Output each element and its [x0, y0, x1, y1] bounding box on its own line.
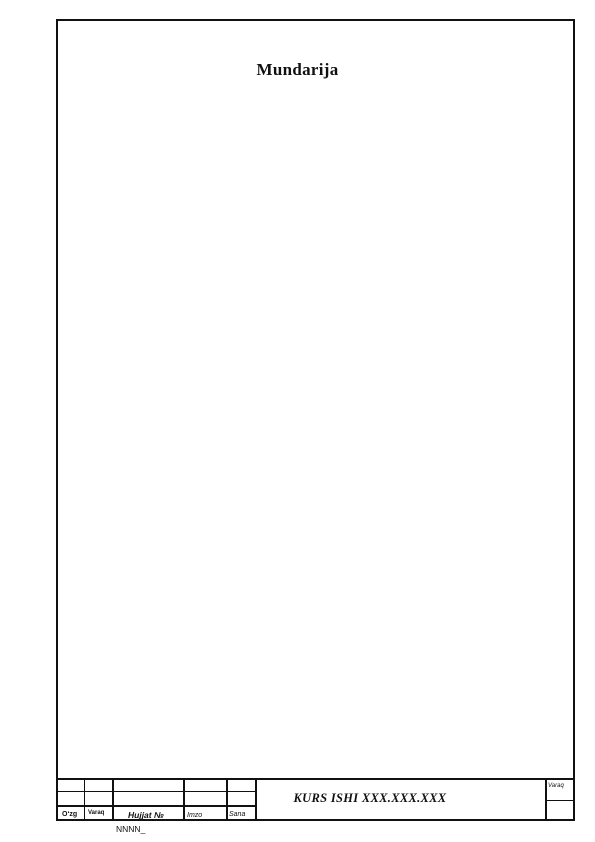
- stamp-varaq-right: Varaq: [548, 783, 564, 789]
- stamp-varaq: Varaq: [88, 810, 105, 816]
- stamp-ozg: O‘zg: [62, 811, 78, 818]
- stamp-sana: Sana: [229, 811, 246, 818]
- stamp-imzo: Imzo: [187, 812, 203, 819]
- page-frame: [56, 19, 575, 821]
- stamp-hujjat: Hujjat №: [128, 810, 164, 820]
- course-work-code: KURS ISHI XXX.XXX.XXX: [293, 791, 447, 805]
- page-title: Mundarija: [256, 60, 339, 79]
- stamp-nnnn: NNNN_: [116, 824, 146, 834]
